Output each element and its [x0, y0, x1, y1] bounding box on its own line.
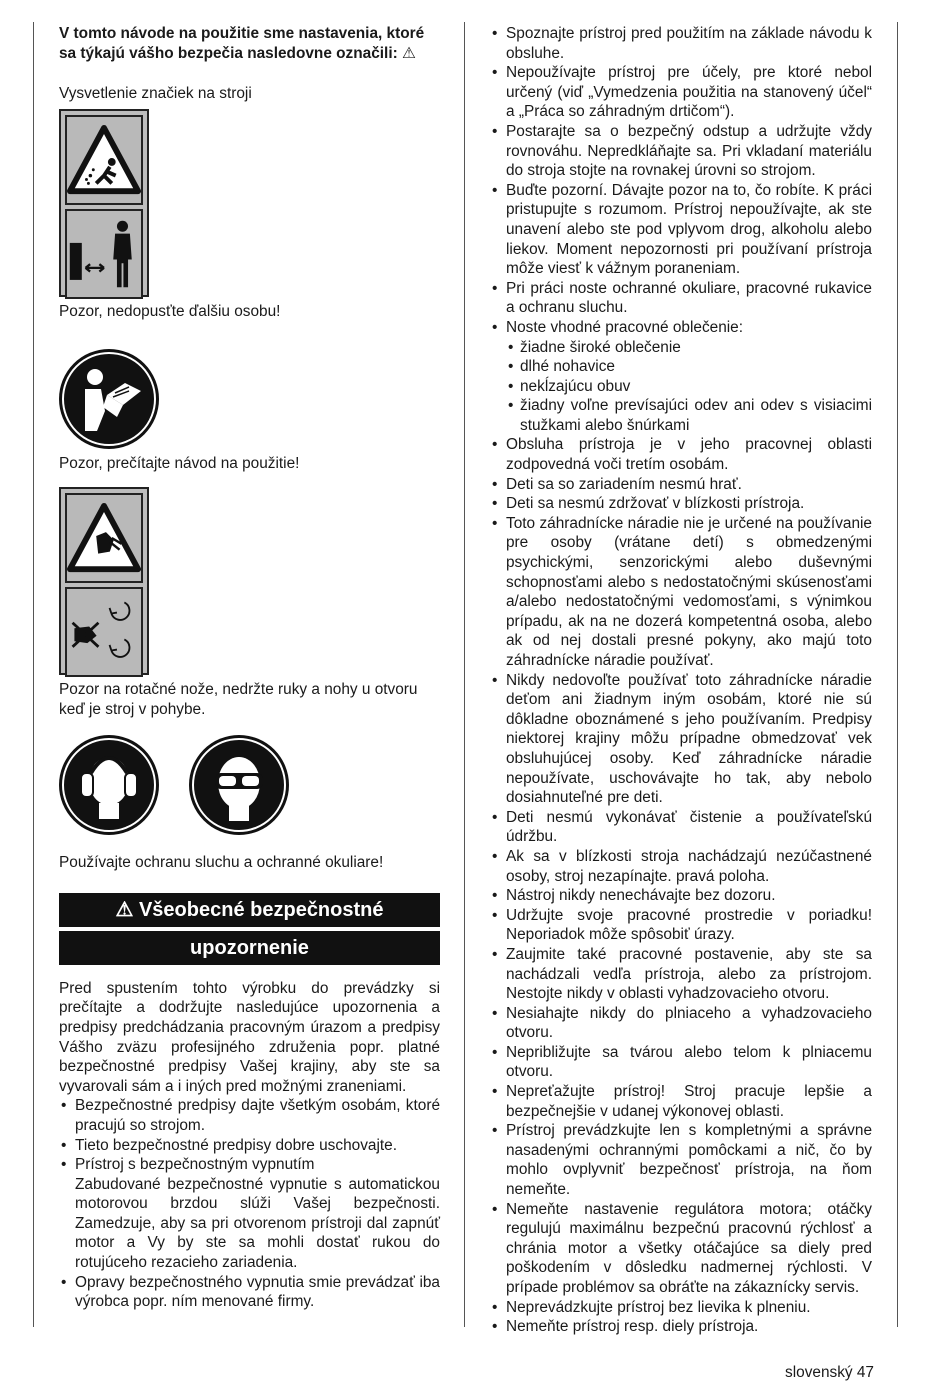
read-manual-icon [59, 349, 159, 449]
list-item: • Deti sa nesmú zdržovať v blízkosti prístroja. [490, 494, 872, 514]
list-item: • Ak sa v blízkosti stroja nachádzajú nezúčastnené osoby, stroj nezapínajte. pravá poloha. [490, 847, 872, 886]
list-item: • Buďte pozorní. Dávajte pozor na to, čo robíte. K práci pristupujte s rozumom. Prístroj nepoužívajte, ak ste unavení alebo ste pod vplyvom drog, alkoholu alebo liekov. Moment nepozornosti pri používaní prístroja môže viesť k vážnym poraneniam. [490, 181, 872, 279]
list-item: • Spoznajte prístroj pred použitím na základe návodu k obsluhe. [490, 24, 872, 63]
page-footer: slovenský 47 [785, 1364, 874, 1381]
list-item: • Obsluha prístroja je v jeho pracovnej oblasti zodpovedná voči tretím osobám. [490, 435, 872, 474]
list-item: • Postarajte sa o bezpečný odstup a udržujte vždy rovnováhu. Nepredkláňajte sa. Pri vkladaní materiálu do stroja stojte na rovnakej úrovni so strojom. [490, 122, 872, 181]
person-distance-icon [65, 209, 143, 299]
list-item: • Nepreťažujte prístroj! Stroj pracuje lepšie a bezpečnejšie v udanej výkonovej oblasti. [490, 1082, 872, 1121]
warning-triangle-icon: ⚠ [402, 44, 416, 62]
list-item: • Noste vhodné pracovné oblečenie: • žiadne široké oblečenie • dlhé nohavice • nekĺzajúcu obuv • žiadny voľne prevísajúci odev ani odev s visiacimi stužkami alebo šnúrkami [490, 318, 872, 436]
list-item: • Nástroj nikdy nenechávajte bez dozoru. [490, 886, 872, 906]
list-item: • Nepribližujte sa tvárou alebo telom k plniacemu otvoru. [490, 1043, 872, 1082]
right-bullet-list [490, 24, 872, 1337]
sublist-item: • žiadne široké oblečenie [506, 338, 872, 358]
rotating-blades-sign [59, 487, 149, 675]
clothing-sublist [506, 338, 872, 436]
list-item: • Nepoužívajte prístroj pre účely, pre ktoré nebol určený (viď „Vymedzenia použitia na stanovený účel“ a „Práca so záhradným drtičom“). [490, 63, 872, 122]
hand-cut-warning-icon [65, 493, 143, 583]
list-item: • Deti sa so zariadením nesmú hrať. [490, 475, 872, 495]
list-item: • Tieto bezpečnostné predpisy dobre uschovajte. [59, 1136, 440, 1156]
sublist-item: • nekĺzajúcu obuv [506, 377, 872, 397]
list-item: • Zaujmite také pracovné postavenie, aby ste sa nachádzali vedľa prístroja, alebo za prístrojom. Nestojte nikdy v oblasti vyhadzovacieho otvoru. [490, 945, 872, 1004]
caption-protection: Používajte ochranu sluchu a ochranné okuliare! [59, 854, 384, 872]
list-item: • Prístroj s bezpečnostným vypnutím Zabudované bezpečnostné vypnutie s automatickou motorovou brzdou slúži Vašej bezpečnosti. Zamedzuje, aby sa pri otvorenom prístroji dal zapnúť motor a Vy by ste sa mohli dostať rukou do rotujúceho rezacieho zariadenia. [59, 1155, 440, 1273]
sublist-item: • žiadny voľne prevísajúci odev ani odev s visiacimi stužkami alebo šnúrkami [506, 396, 872, 435]
hazard-triangle-icon [65, 115, 143, 205]
list-item: • Nikdy nedovoľte používať toto záhradnícke náradie deťom ani žiadnym iným osobám, ktoré nie sú dôkladne oboznámené s jeho používaním. Predpisy niektorej krajiny môžu prípadne obmedzovať vek obsluhujúcej osoby. Keď záhradnícke náradie nepoužívate, uschovávajte ho tak, aby nebolo dosiahnuteľné pre deti. [490, 671, 872, 808]
hearing-protection-icon [59, 735, 159, 835]
sublist-item: • dlhé nohavice [506, 357, 872, 377]
intro-text: V tomto návode na použitie sme nastavenia, ktoré sa týkajú vášho bezpečia nasledovne označili: ⚠ [59, 25, 425, 62]
list-item: • Nemeňte prístroj resp. diely prístroja. [490, 1317, 872, 1337]
keep-distance-sign [59, 109, 149, 297]
list-item: • Nesiahajte nikdy do plniaceho a vyhadzovacieho otvoru. [490, 1004, 872, 1043]
caption-distance: Pozor, nedopusťte ďalšiu osobu! [59, 302, 281, 320]
list-item: • Bezpečnostné predpisy dajte všetkým osobám, ktoré pracujú so strojom. [59, 1096, 440, 1135]
list-item: • Udržujte svoje pracovné prostredie v poriadku! Neporiadok môže spôsobiť úrazy. [490, 906, 872, 945]
list-item: • Neprevádzkujte prístroj bez lievika k plneniu. [490, 1298, 872, 1318]
caption-blades: Pozor na rotačné nože, nedržte ruky a nohy u otvoru keď je stroj v pohybe. [59, 680, 418, 718]
list-item-detail: Zabudované bezpečnostné vypnutie s automatickou motorovou brzdou slúži Vašej bezpečnosti. Zamedzuje, aby sa pri otvorenom prístroji dal zapnúť motor a Vy by ste sa mohli dostať rukou do rotujúceho rezacieho zariadenia. [75, 1175, 440, 1272]
right-column [490, 24, 872, 1337]
section-heading-line1: ⚠ Všeobecné bezpečnostné [59, 893, 440, 927]
caption-manual: Pozor, prečítajte návod na použitie! [59, 455, 300, 473]
list-item: • Prístroj prevádzkujte len s kompletnými a správne nasadenými ochrannými pomôckami a nič, čo by mohlo ovplyvniť bezpečnosť prístroja, na ňom nemeňte. [490, 1121, 872, 1199]
left-column [59, 24, 440, 1312]
goggles-protection-icon [189, 735, 289, 835]
list-item: • Toto záhradnícke náradie nie je určené na používanie pre osoby (vrátane detí) s obmedzenými psychickými, senzorickými alebo duševnými schopnosťami alebo s nedostatočnými skúsenosťami a/alebo nedostatočnými vedomosťami, s výnimkou prípadu, ak na ne dozerá kompetentná osoba, alebo ak od nej dostali presné pokyny, ako majú toto záhradnícke náradie používať. [490, 514, 872, 671]
column-divider [464, 22, 465, 1327]
no-hands-rotation-icon [65, 587, 143, 677]
list-item: • Nemeňte nastavenie regulátora motora; otáčky regulujú maximálnu bezpečnú pracovnú rýchlosť a chránia motor a všetky otáčajúce sa diely pred poškodením v dôsledku nadmernej rýchlosti. V prípade problémov sa obráťte na zákaznícky servis. [490, 1200, 872, 1298]
symbols-title: Vysvetlenie značiek na stroji [59, 85, 252, 103]
intro-paragraph: Pred spustením tohto výrobku do prevádzky si prečítajte a dodržujte nasledujúce upozornenia a predpisy predchádzania pracovným úrazom a predpisy Vášho zväzu profesijného združenia popr. platné bezpečnostné predpisy Vašej krajiny, aby ste sa vyvarovali sám a i iných pred možnými zraneniami. [59, 979, 440, 1095]
left-bullet-list [59, 1096, 440, 1312]
list-item: • Deti nesmú vykonávať čistenie a používateľskú údržbu. [490, 808, 872, 847]
protection-icons [59, 735, 440, 835]
section-heading-line2: upozornenie [59, 931, 440, 965]
list-item: • Opravy bezpečnostného vypnutia smie prevádzať iba výrobca popr. ním menované firmy. [59, 1273, 440, 1312]
left-margin-line [33, 22, 34, 1327]
list-item: • Pri práci noste ochranné okuliare, pracovné rukavice a ochranu sluchu. [490, 279, 872, 318]
right-margin-line [897, 22, 898, 1327]
